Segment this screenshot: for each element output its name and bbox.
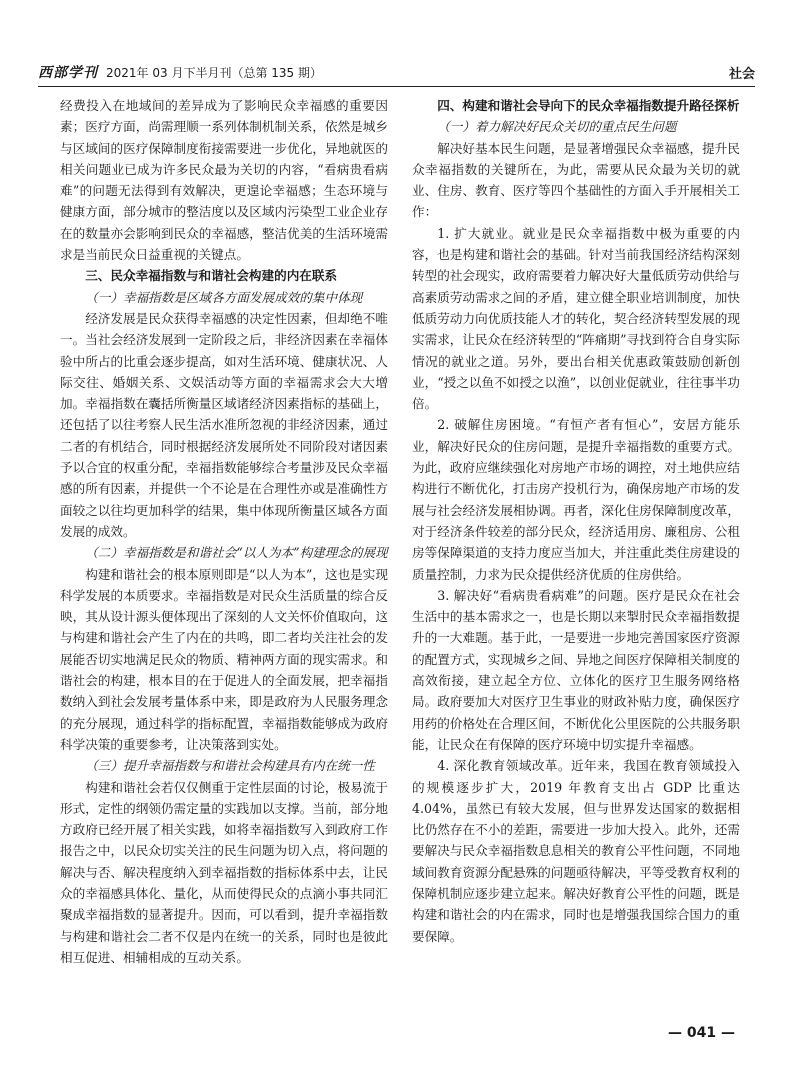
journal-logo: 西部学刊 <box>38 65 98 81</box>
section-heading: 三、民众幸福指数与和谐社会构建的内在联系 <box>85 268 338 284</box>
paragraph: 解决好基本民生问题，是显著增强民众幸福感，提升民众幸福指数的关键所在，为此，需要从民众最为关切的就业、住房、教育、医疗等四个基础性的方面入手开展相关工作： <box>412 140 740 220</box>
paragraph: 经费投入在地域间的差异成为了影响民众幸福感的重要因素；医疗方面，尚需理顺一系列体制机制关系，依然是城乡与区域间的医疗保障制度衔接需要进一步优化，异地就医的相关问题业已成为许多民众最为关切的内容，“看病贵看病难”的问题无法得到有效解决，更遑论幸福感；生态环境与健康方面，部分城市的整洁度以及区域内污染型工业企业存在的数量亦会影响到民众的幸福感，整洁优美的生活环境需求是当前民众日益重视的关键点。 <box>60 98 388 263</box>
paragraph: 1. 扩大就业。就业是民众幸福指数中极为重要的内容，也是构建和谐社会的基础。针对当前我国经济结构深刻转型的社会现实，政府需要着力解决好大量低质劳动供给与高素质劳动需求之间的矛盾，建立健全职业培训制度，加快低质劳动力向优质技能人才的转化，契合经济转型发展的现实需求，让民众在经济转型的“阵痛期”寻找到符合自身实际情况的就业之道。另外，要出台相关优惠政策鼓励创新创业，“授之以鱼不如授之以渔”，以创业促就业，往往事半功倍。 <box>412 225 740 412</box>
header-left <box>38 62 322 82</box>
left-column <box>60 95 388 1015</box>
section-name: 社会 <box>728 67 755 82</box>
running-header <box>38 56 755 87</box>
paragraph: 经济发展是民众获得幸福感的决定性因素，但却绝不唯一。当社会经济发展到一定阶段之后，非经济因素在幸福体验中所占的比重会逐步提高，如对生活环境、健康状况、人际交往、婚姻关系、文娱活动等方面的幸福需求会大大增加。幸福指数在囊括所衡量区域诸经济因素指标的基础上，还包括了以往考察人民生活水准所忽视的非经济因素，通过二者的有机结合，同时根据经济发展所处不同阶段对诸因素予以合宜的权重分配，幸福指数能够综合考量涉及民众幸福感的所有因素，并提供一个不论是在合理性亦或是准确性方面较之以往均更加科学的结果，集中体现所衡量区域各方面发展的成效。 <box>60 310 388 539</box>
paragraph: 3. 解决好“看病贵看病难”的问题。医疗是民众在社会生活中的基本需求之一，也是长期以来掣肘民众幸福指数提升的一大难题。基于此，一是要进一步地完善国家医疗资源的配置方式，实现城乡之间、异地之间医疗保障相关制度的高效衔接，建立起全方位、立体化的医疗卫生服务网络格局。政府要加大对医疗卫生事业的财政补贴力度，确保医疗用药的价格处在合理区间，不断优化公里医院的公共服务职能，让民众在有保障的医疗环境中切实提升幸福感。 <box>412 587 740 752</box>
subsection-heading: （一）着力解决好民众关切的重点民生问题 <box>437 119 677 135</box>
page-number: — 041 — <box>668 1025 735 1041</box>
subsection-heading: （一）幸福指数是区域各方面发展成效的集中体现 <box>85 289 363 305</box>
issue-info: 2021年 03 月下半月刊（总第 135 期） <box>106 66 322 80</box>
subsection-heading: （三）提升幸福指数与和谐社会构建具有内在统一性 <box>85 758 375 774</box>
subsection-heading: （二）幸福指数是和谐社会“以人为本”构建理念的展现 <box>85 545 388 561</box>
article-body <box>60 95 740 1015</box>
paragraph: 2. 破解住房困境。“有恒产者有恒心”，安居方能乐业，解决好民众的住房问题，是提升幸福指数的重要方式。为此，政府应继续强化对房地产市场的调控，对土地供应结构进行不断优化，打击房产投机行为，确保房地产市场的发展与社会经济发展相协调。再者，深化住房保障制度改革，对于经济条件较差的部分民众，经济适用房、廉租房、公租房等保障渠道的支持力度应当加大，并注重此类住房建设的质量控制，力求为民众提供经济优质的住房供给。 <box>412 417 740 582</box>
paragraph: 构建和谐社会若仅仅侧重于定性层面的讨论，极易流于形式，定性的纲领仍需定量的实践加以支撑。当前，部分地方政府已经开展了相关实践，如将幸福指数写入到政府工作报告之中，以民众切实关注的民生问题为切入点，将问题的解决与否、解决程度纳入到幸福指数的指标体系中去，让民众的幸福感具体化、量化，从而使得民众的点滴小事共同汇聚成幸福指数的显著提升。因而，可以看到，提升幸福指数与构建和谐社会二者不仅是内在统一的关系，同时也是彼此相互促进、相辅相成的互动关系。 <box>60 779 388 965</box>
paragraph: 构建和谐社会的根本原则即是“以人为本”，这也是实现科学发展的本质要求。幸福指数是对民众生活质量的综合反映，其从设计源头便体现出了深刻的人文关怀价值取向，这与构建和谐社会产生了内在的共鸣，即二者均关注社会的发展能否切实地满足民众的物质、精神两方面的现实需求。和谐社会的构建，根本目的在于促进人的全面发展，把幸福指数纳入到社会发展考量体系中来，即是政府为人民服务理念的充分展现，通过科学的指标配置，幸福指数能够成为政府科学决策的重要参考，让决策落到实处。 <box>60 566 388 752</box>
paragraph: 4. 深化教育领域改革。近年来，我国在教育领域投入的规模逐步扩大，2019 年教育支出占 GDP 比重达 4.04%，虽然已有较大发展，但与世界发达国家的数据相比仍然存在不小的差距，需要进一步加大投入。此外，还需要解决与民众幸福指数息息相关的教育公平性问题，不同地域间教育资源分配悬殊的问题亟待解决，平等受教育权利的保障机制应逐步建立起来。解决好教育公平性的问题，既是构建和谐社会的内在需求，同时也是增强我国综合国力的重要保障。 <box>412 758 740 944</box>
section-heading: 四、构建和谐社会导向下的民众幸福指数提升路径探析 <box>437 98 740 113</box>
right-column <box>412 95 740 1015</box>
